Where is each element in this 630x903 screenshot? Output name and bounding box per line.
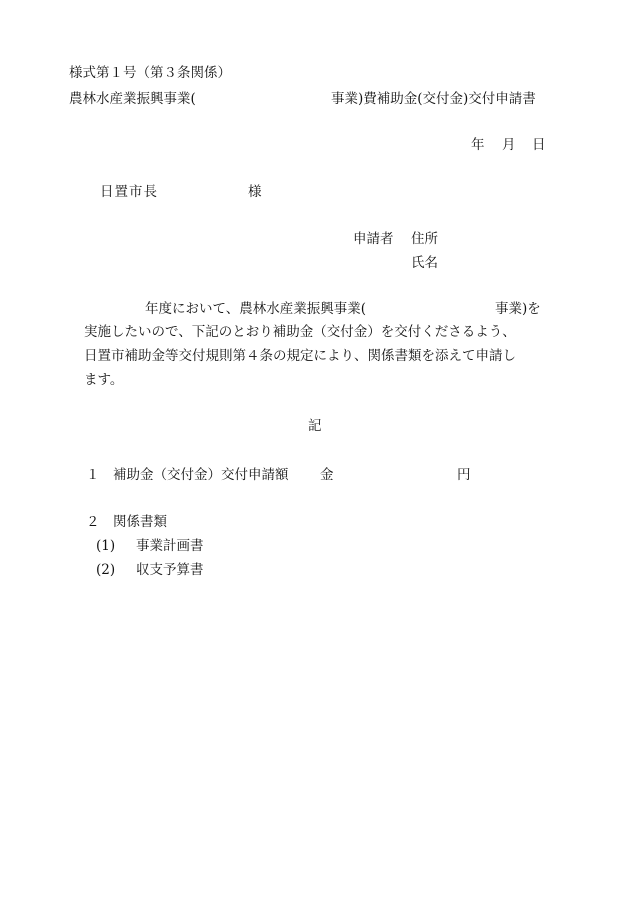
item2-number: ２	[86, 514, 100, 530]
body-line1-part1: 年度において、農林水産業振興事業(	[145, 301, 366, 317]
form-title-part1: 農林水産業振興事業(	[69, 91, 196, 107]
item1-label: 補助金（交付金）交付申請額	[113, 467, 289, 483]
item1-yen: 円	[457, 467, 471, 483]
form-number: 様式第１号（第３条関係）	[69, 65, 231, 81]
item2-sub1-number: (1)	[96, 538, 116, 554]
item1-number: １	[86, 467, 100, 483]
applicant-label: 申請者	[353, 231, 394, 247]
applicant-address-label: 住所	[411, 231, 438, 247]
body-line3: 日置市補助金等交付規則第４条の規定により、関係書類を添えて申請し	[84, 348, 516, 364]
item2-sub2-label: 収支予算書	[136, 562, 204, 578]
date-month: 月	[502, 137, 516, 153]
applicant-name-label: 氏名	[411, 255, 438, 271]
body-line1-part2: 事業)を	[495, 301, 541, 317]
item2-sub1-label: 事業計画書	[136, 538, 204, 554]
item1-kin: 金	[320, 467, 334, 483]
item2-label: 関係書類	[113, 514, 167, 530]
body-line4: ます。	[84, 372, 124, 388]
date-year: 年	[471, 137, 485, 153]
addressee-honorific: 様	[248, 184, 262, 200]
ki-heading: 記	[308, 418, 322, 434]
form-title-part2: 事業)費補助金(交付金)交付申請書	[331, 91, 536, 107]
body-line2: 実施したいので、下記のとおり補助金（交付金）を交付くださるよう、	[84, 324, 516, 340]
item2-sub2-number: (2)	[96, 562, 116, 578]
addressee-name: 日置市長	[100, 184, 158, 200]
date-day: 日	[532, 137, 546, 153]
